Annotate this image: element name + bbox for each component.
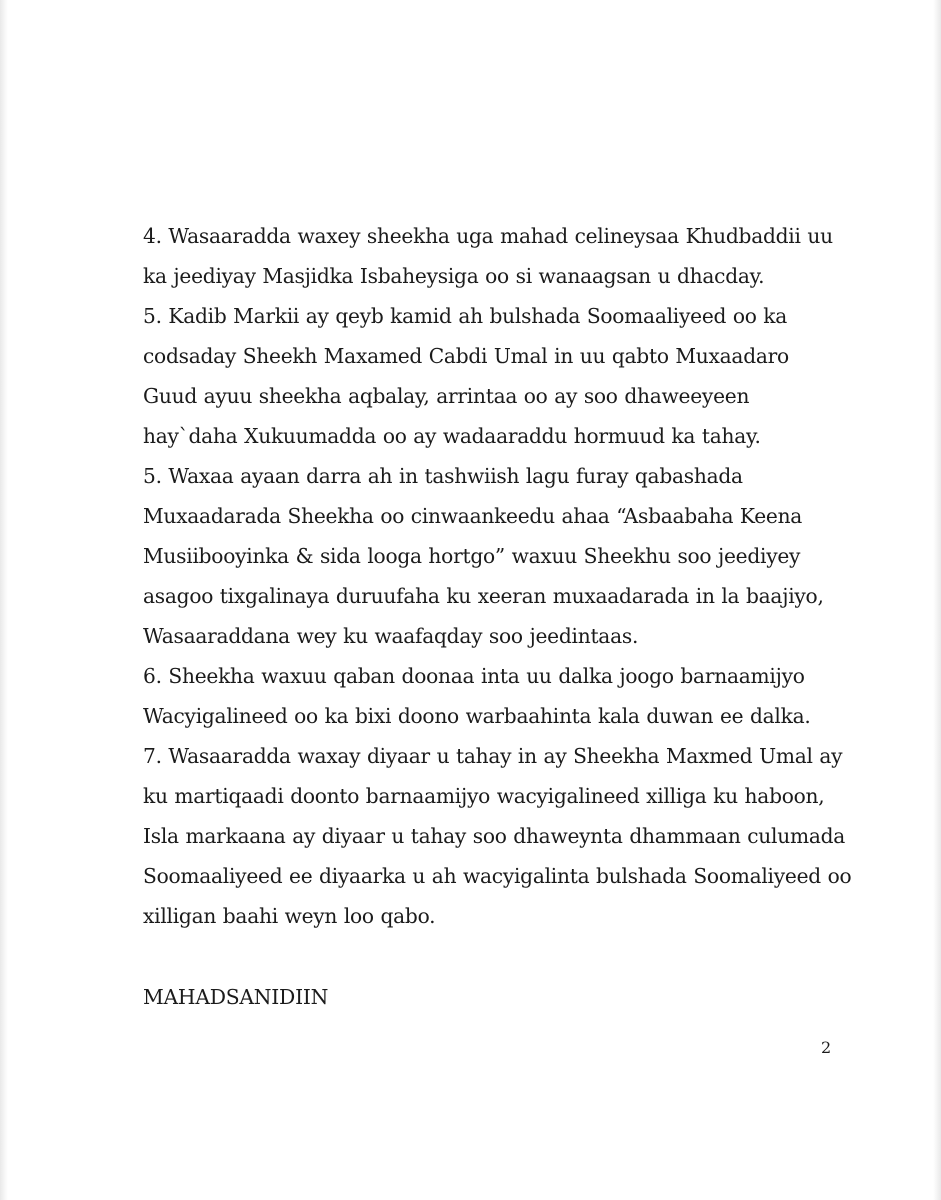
- text-line: Wasaaraddana wey ku waafaqday soo jeedintaas.: [143, 624, 639, 648]
- text-line: Musiibooyinka & sida looga hortgo” waxuu Sheekhu soo jeediyey: [143, 544, 801, 568]
- text-line: asagoo tixgalinaya duruufaha ku xeeran muxaadarada in la baajiyo,: [143, 584, 824, 608]
- body-text: [143, 216, 863, 936]
- text-line: 6. Sheekha waxuu qaban doonaa inta uu dalka joogo barnaamijyo: [143, 664, 805, 688]
- text-line: 5. Kadib Markii ay qeyb kamid ah bulshada Soomaaliyeed oo ka: [143, 304, 788, 328]
- page-edge-right: [933, 0, 941, 1200]
- text-line: xilligan baahi weyn loo qabo.: [143, 904, 436, 928]
- text-line: Isla markaana ay diyaar u tahay soo dhaweynta dhammaan culumada: [143, 824, 846, 848]
- text-line: Muxaadarada Sheekha oo cinwaankeedu ahaa “Asbaabaha Keena: [143, 504, 803, 528]
- text-line: hay`daha Xukuumadda oo ay wadaaraddu hormuud ka tahay.: [143, 424, 761, 448]
- closing-signoff: MAHADSANIDIIN: [143, 985, 329, 1009]
- text-line: 5. Waxaa ayaan darra ah in tashwiish lagu furay qabashada: [143, 464, 743, 488]
- text-line: codsaday Sheekh Maxamed Cabdi Umal in uu qabto Muxaadaro: [143, 344, 789, 368]
- page-number: 2: [821, 1038, 832, 1057]
- text-line: Soomaaliyeed ee diyaarka u ah wacyigalinta bulshada Soomaliyeed oo: [143, 864, 852, 888]
- text-line: Guud ayuu sheekha aqbalay, arrintaa oo ay soo dhaweeyeen: [143, 384, 750, 408]
- text-line: ku martiqaadi doonto barnaamijyo wacyigalineed xilliga ku haboon,: [143, 784, 825, 808]
- text-line: Wacyigalineed oo ka bixi doono warbaahinta kala duwan ee dalka.: [143, 704, 811, 728]
- text-line: 7. Wasaaradda waxay diyaar u tahay in ay Sheekha Maxmed Umal ay: [143, 744, 843, 768]
- text-line: 4. Wasaaradda waxey sheekha uga mahad celineysaa Khudbaddii uu: [143, 224, 833, 248]
- page-edge-left: [0, 0, 8, 1200]
- text-line: ka jeediyay Masjidka Isbaheysiga oo si wanaagsan u dhacday.: [143, 264, 765, 288]
